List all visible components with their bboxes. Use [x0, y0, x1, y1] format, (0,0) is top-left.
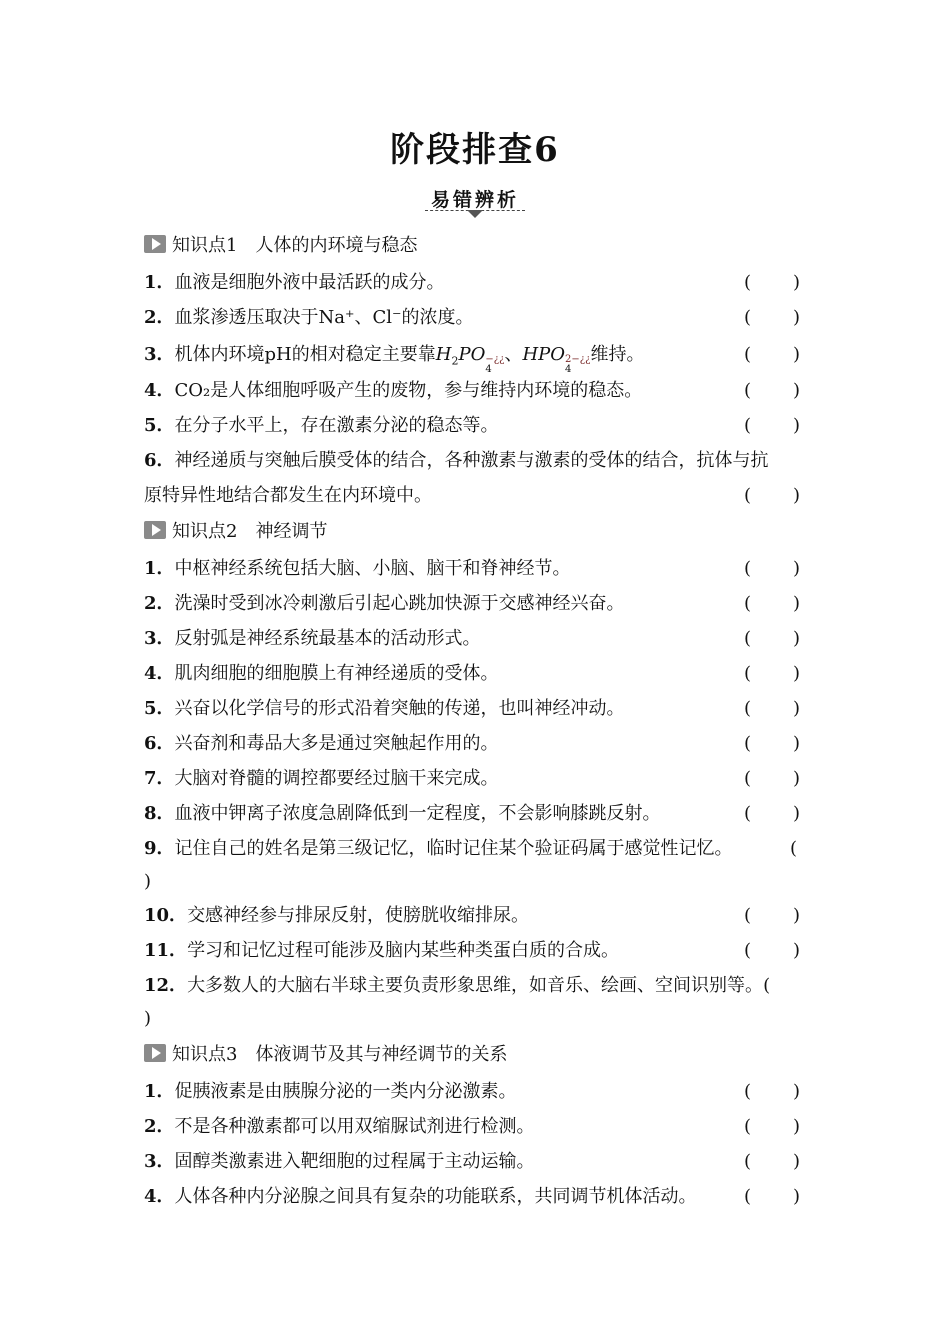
list-item: 1．促胰液素是由胰腺分泌的一类内分泌激素。 ( ): [144, 1081, 800, 1102]
answer-blank-open[interactable]: (: [790, 838, 798, 859]
list-item: 3．机体内环境pH的相对稳定主要靠$H_2PO$ −¿¿ 4 、HPO 2−¿¿ 4 维持。 ( ): [144, 344, 800, 375]
answer-blank[interactable]: ( ): [744, 1116, 800, 1137]
list-item: 6．兴奋剂和毒品大多是通过突触起作用的。 ( ): [144, 733, 800, 754]
list-item: 4．肌肉细胞的细胞膜上有神经递质的受体。 ( ): [144, 663, 800, 684]
answer-blank-close[interactable]: ): [144, 871, 152, 892]
section-heading-1: 知识点1 人体的内环境与稳态: [144, 234, 417, 258]
answer-blank[interactable]: ( ): [744, 558, 800, 579]
list-item: 5．在分子水平上，存在激素分泌的稳态等。 ( ): [144, 415, 800, 436]
answer-blank[interactable]: ( ): [744, 663, 800, 684]
banner-arrow-icon: [467, 210, 483, 218]
list-item: 3．固醇类激素进入靶细胞的过程属于主动运输。 ( ): [144, 1151, 800, 1172]
answer-blank-open[interactable]: (: [763, 975, 771, 996]
list-item: 5．兴奋以化学信号的形式沿着突触的传递，也叫神经冲动。 ( ): [144, 698, 800, 719]
list-item: 12．大多数人的大脑右半球主要负责形象思维，如音乐、绘画、空间识别等。(: [144, 975, 771, 996]
list-item: 1．血液是细胞外液中最活跃的成分。 ( ): [144, 272, 800, 293]
list-item: 2．不是各种激素都可以用双缩脲试剂进行检测。 ( ): [144, 1116, 800, 1137]
answer-blank[interactable]: ( ): [744, 1186, 800, 1207]
list-item: 4．人体各种内分泌腺之间具有复杂的功能联系，共同调节机体活动。 ( ): [144, 1186, 800, 1207]
list-item: 6．神经递质与突触后膜受体的结合，各种激素与激素的受体的结合，抗体与抗: [144, 450, 769, 471]
list-item: 9．记住自己的姓名是第三级记忆，临时记住某个验证码属于感觉性记忆。: [144, 838, 733, 859]
answer-blank[interactable]: ( ): [744, 1151, 800, 1172]
answer-blank[interactable]: ( ): [744, 1081, 800, 1102]
list-item: 2．洗澡时受到冰冷刺激后引起心跳加快源于交感神经兴奋。 ( ): [144, 593, 800, 614]
banner-label: 易错辨析: [430, 189, 519, 211]
list-item: 7．大脑对脊髓的调控都要经过脑干来完成。 ( ): [144, 768, 800, 789]
answer-blank[interactable]: ( ): [744, 380, 800, 401]
answer-blank[interactable]: ( ): [744, 593, 800, 614]
answer-blank[interactable]: ( ): [744, 344, 800, 365]
list-item: 4．CO₂是人体细胞呼吸产生的废物，参与维持内环境的稳态。 ( ): [144, 380, 800, 401]
list-item: 1．中枢神经系统包括大脑、小脑、脑干和脊神经节。 ( ): [144, 558, 800, 579]
list-item: 2．血浆渗透压取决于Na⁺、Cl⁻的浓度。 ( ): [144, 307, 800, 328]
formula-h2po4: $H_2PO$ −¿¿ 4: [435, 344, 505, 375]
answer-blank-close[interactable]: ): [144, 1008, 152, 1029]
answer-blank[interactable]: ( ): [744, 768, 800, 789]
play-icon: [144, 521, 166, 539]
answer-blank[interactable]: ( ): [744, 698, 800, 719]
answer-blank[interactable]: ( ): [744, 733, 800, 754]
answer-blank[interactable]: ( ): [744, 272, 800, 293]
answer-blank[interactable]: ( ): [744, 628, 800, 649]
list-item-continued: 原特异性地结合都发生在内环境中。 ( ): [144, 485, 800, 506]
answer-blank[interactable]: ( ): [744, 905, 800, 926]
play-icon: [144, 1044, 166, 1062]
section-heading-3: 知识点3 体液调节及其与神经调节的关系: [144, 1043, 507, 1067]
answer-blank[interactable]: ( ): [744, 803, 800, 824]
play-icon: [144, 235, 166, 253]
page-title: 阶段排查6: [390, 130, 560, 170]
formula-hpo4: HPO 2−¿¿ 4: [522, 344, 591, 375]
list-item: 10．交感神经参与排尿反射，使膀胱收缩排尿。 ( ): [144, 905, 800, 926]
answer-blank[interactable]: ( ): [744, 307, 800, 328]
answer-blank[interactable]: ( ): [744, 485, 800, 506]
answer-blank[interactable]: ( ): [744, 415, 800, 436]
section-heading-2: 知识点2 神经调节: [144, 520, 327, 544]
answer-blank[interactable]: ( ): [744, 940, 800, 961]
list-item: 3．反射弧是神经系统最基本的活动形式。 ( ): [144, 628, 800, 649]
section-banner: [411, 185, 539, 221]
list-item: 11．学习和记忆过程可能涉及脑内某些种类蛋白质的合成。 ( ): [144, 940, 800, 961]
list-item: 8．血液中钾离子浓度急剧降低到一定程度，不会影响膝跳反射。 ( ): [144, 803, 800, 824]
